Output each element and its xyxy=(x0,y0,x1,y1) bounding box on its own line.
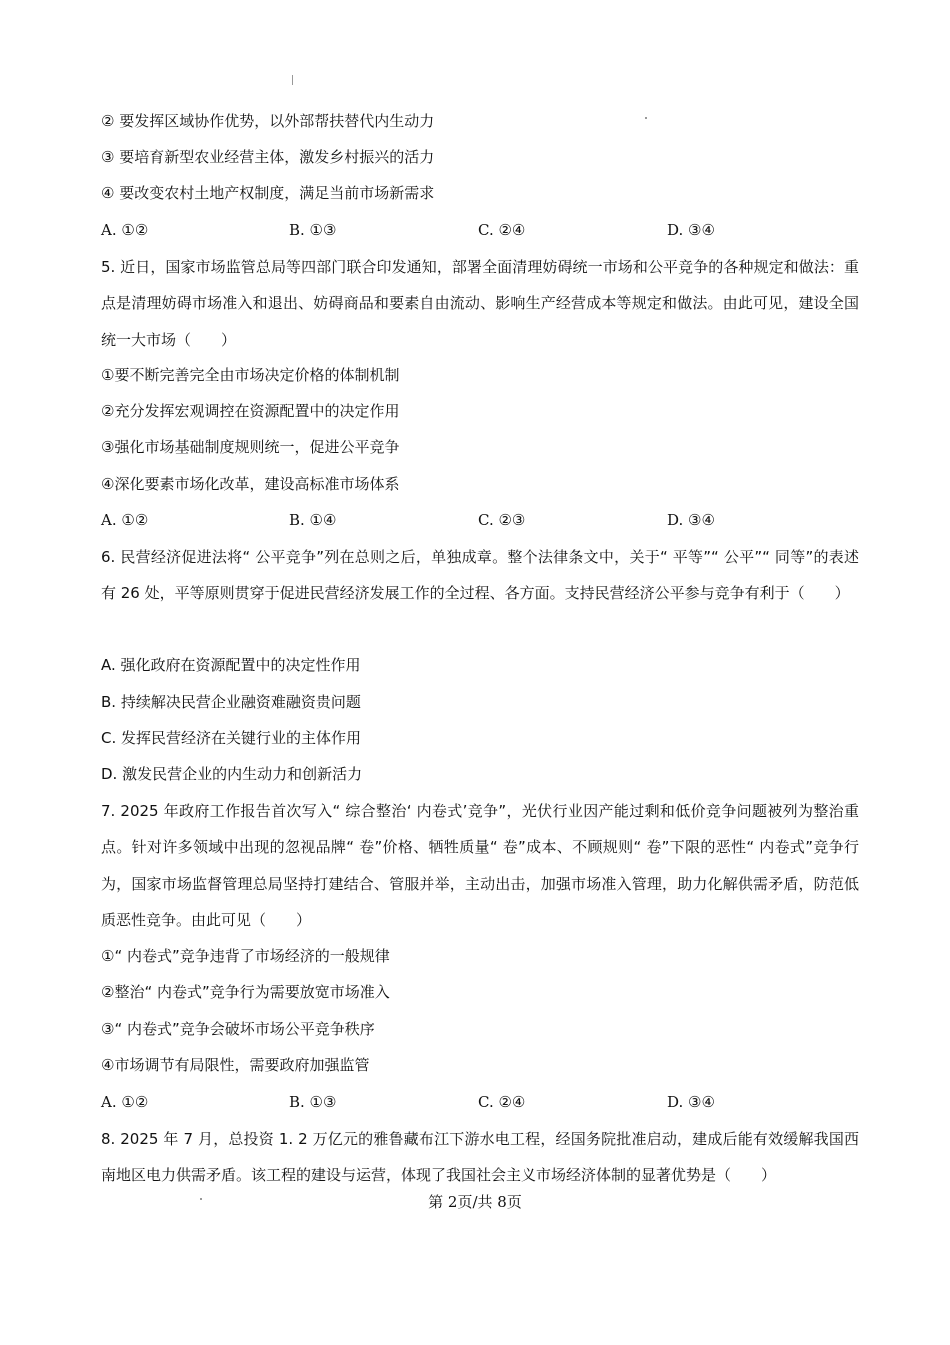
q4-option-c[interactable]: C. ②④ xyxy=(478,221,526,239)
q8-stem: 8. 2025 年 7 月，总投资 1. 2 万亿元的雅鲁藏布江下游水电工程，经国务院批准启动，建成后能有效缓解我国西南地区电力供需矛盾。该工程的建设与运营，体现了我国社会主义市场经济体制的显著优势是（ ） xyxy=(101,1130,859,1185)
q7-option-a[interactable]: A. ①② xyxy=(101,1093,149,1111)
q7-option-b[interactable]: B. ①③ xyxy=(289,1093,337,1111)
q4-option-b[interactable]: B. ①③ xyxy=(289,221,337,239)
q6-option-c[interactable]: C. 发挥民营经济在关键行业的主体作用 xyxy=(101,729,362,747)
q5-options xyxy=(101,510,861,530)
q4-statement-2: ② 要发挥区域协作优势，以外部帮扶替代内生动力 xyxy=(101,112,435,130)
q4-statement-4: ④ 要改变农村土地产权制度，满足当前市场新需求 xyxy=(101,184,435,202)
q5-statement-1: ①要不断完善完全由市场决定价格的体制机制 xyxy=(101,366,400,384)
q4-options xyxy=(101,220,861,240)
q7-statement-1: ①“ 内卷式”竞争违背了市场经济的一般规律 xyxy=(101,947,390,965)
q7-stem: 7. 2025 年政府工作报告首次写入“ 综合整治‘ 内卷式’竞争”，光伏行业因产能过剩和低价竞争问题被列为整治重点。针对许多领域中出现的忽视品牌“ 卷”价格、牺牲质量“ 卷”成本、不顾规则“ 卷”下限的恶性“ 内卷式”竞争行为，国家市场监督管理总局坚持打建结合、管服并举，主动出击，加强市场准入管理，助力化解供需矛盾，防范低质恶性竞争。由此可见（ ） xyxy=(101,802,859,929)
q5-option-b[interactable]: B. ①④ xyxy=(289,511,337,529)
q5-statement-3: ③强化市场基础制度规则统一，促进公平竞争 xyxy=(101,438,400,456)
q6-option-d[interactable]: D. 激发民营企业的内生动力和创新活力 xyxy=(101,765,363,783)
q5-statement-4: ④深化要素市场化改革，建设高标准市场体系 xyxy=(101,475,400,493)
q7-option-d[interactable]: D. ③④ xyxy=(667,1093,715,1111)
q6-option-a[interactable]: A. 强化政府在资源配置中的决定性作用 xyxy=(101,656,361,674)
q7-statement-4: ④市场调节有局限性，需要政府加强监管 xyxy=(101,1056,370,1074)
q5-option-d[interactable]: D. ③④ xyxy=(667,511,715,529)
q7-statement-2: ②整治“ 内卷式”竞争行为需要放宽市场准入 xyxy=(101,983,390,1001)
scan-mark xyxy=(645,117,647,119)
q4-option-a[interactable]: A. ①② xyxy=(101,221,149,239)
scan-mark xyxy=(292,75,293,85)
q7-statement-3: ③“ 内卷式”竞争会破坏市场公平竞争秩序 xyxy=(101,1020,375,1038)
q5-stem: 5. 近日，国家市场监管总局等四部门联合印发通知，部署全面清理妨碍统一市场和公平竞争的各种规定和做法：重点是清理妨碍市场准入和退出、妨碍商品和要素自由流动、影响生产经营成本等规定和做法。由此可见，建设全国统一大市场（ ） xyxy=(101,258,859,349)
q6-option-b[interactable]: B. 持续解决民营企业融资难融资贵问题 xyxy=(101,693,361,711)
page-footer: 第 2页/共 8页 xyxy=(428,1193,522,1211)
q7-options xyxy=(101,1092,861,1112)
q7-option-c[interactable]: C. ②④ xyxy=(478,1093,526,1111)
q6-stem: 6. 民营经济促进法将“ 公平竞争”列在总则之后，单独成章。整个法律条文中，关于“ 平等”“ 公平”“ 同等”的表述有 26 处，平等原则贯穿于促进民营经济发展工作的全过程、各方面。支持民营经济公平参与竞争有利于（ ） xyxy=(101,548,859,603)
q5-option-a[interactable]: A. ①② xyxy=(101,511,149,529)
q5-statement-2: ②充分发挥宏观调控在资源配置中的决定作用 xyxy=(101,402,400,420)
q4-statement-3: ③ 要培育新型农业经营主体，激发乡村振兴的活力 xyxy=(101,148,435,166)
q4-option-d[interactable]: D. ③④ xyxy=(667,221,715,239)
q5-option-c[interactable]: C. ②③ xyxy=(478,511,526,529)
